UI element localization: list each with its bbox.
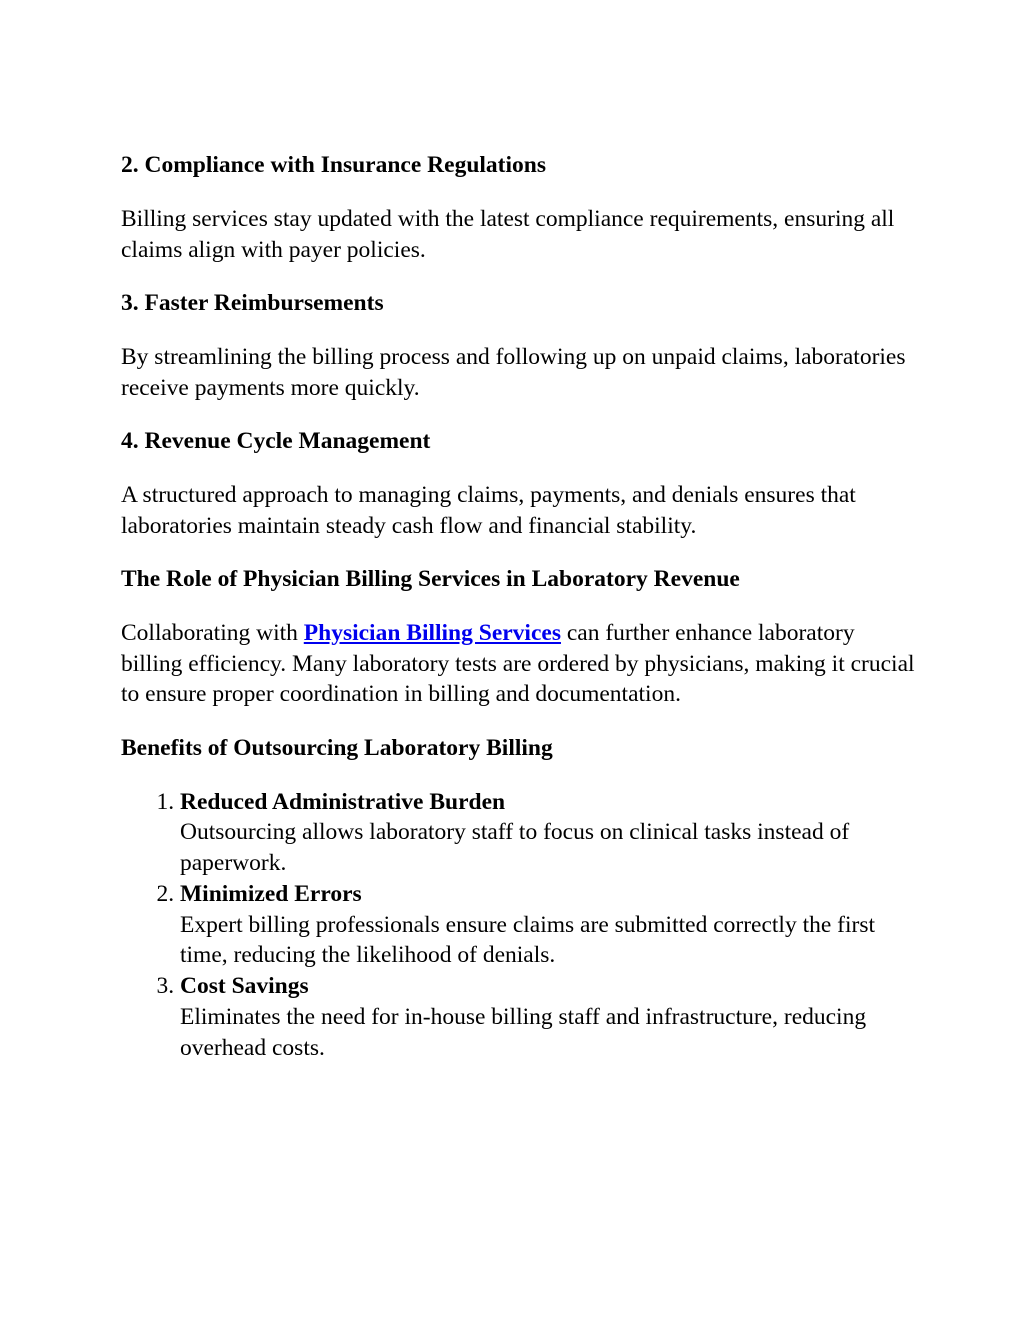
role-heading: The Role of Physician Billing Services in Laboratory Revenue <box>121 566 740 592</box>
benefits-heading: Benefits of Outsourcing Laboratory Billing <box>121 734 553 761</box>
benefits-list <box>121 787 921 1064</box>
section-body-revenue-cycle: A structured approach to managing claims, payments, and denials ensures that laboratories maintain steady cash flow and financial stability. <box>121 482 856 539</box>
list-item <box>180 971 921 1063</box>
list-item <box>180 787 921 879</box>
section-body-reimbursements: By streamlining the billing process and following up on unpaid claims, laboratories receive payments more quickly. <box>121 344 906 401</box>
section-heading-reimbursements: 3. Faster Reimbursements <box>121 290 384 316</box>
role-body-suffix: can further enhance laboratory billing efficiency. Many laboratory tests are ordered by physicians, making it crucial to ensure proper coordination in billing and documentation. <box>121 620 915 707</box>
benefit-title: 2. Minimized Errors <box>180 880 362 907</box>
physician-billing-services-link[interactable]: Physician Billing Services <box>303 620 561 646</box>
role-body-prefix: Collaborating with <box>121 620 304 646</box>
section-heading-revenue-cycle: 4. Revenue Cycle Management <box>121 428 431 454</box>
benefit-title: 1. Reduced Administrative Burden <box>180 788 506 815</box>
benefit-description: Eliminates the need for in-house billing staff and infrastructure, reducing overhead costs. <box>180 1004 867 1061</box>
benefit-description: Expert billing professionals ensure claims are submitted correctly the first time, reducing the likelihood of denials. <box>180 911 876 969</box>
list-item <box>180 879 921 971</box>
benefit-title: 3. Cost Savings <box>180 973 309 1000</box>
benefit-description: Outsourcing allows laboratory staff to focus on clinical tasks instead of paperwork. <box>180 819 850 877</box>
document-page <box>121 150 921 1064</box>
section-body-compliance: Billing services stay updated with the latest compliance requirements, ensuring all claims align with payer policies. <box>121 206 895 263</box>
section-heading-compliance: 2. Compliance with Insurance Regulations <box>121 152 546 178</box>
role-body <box>121 618 921 710</box>
